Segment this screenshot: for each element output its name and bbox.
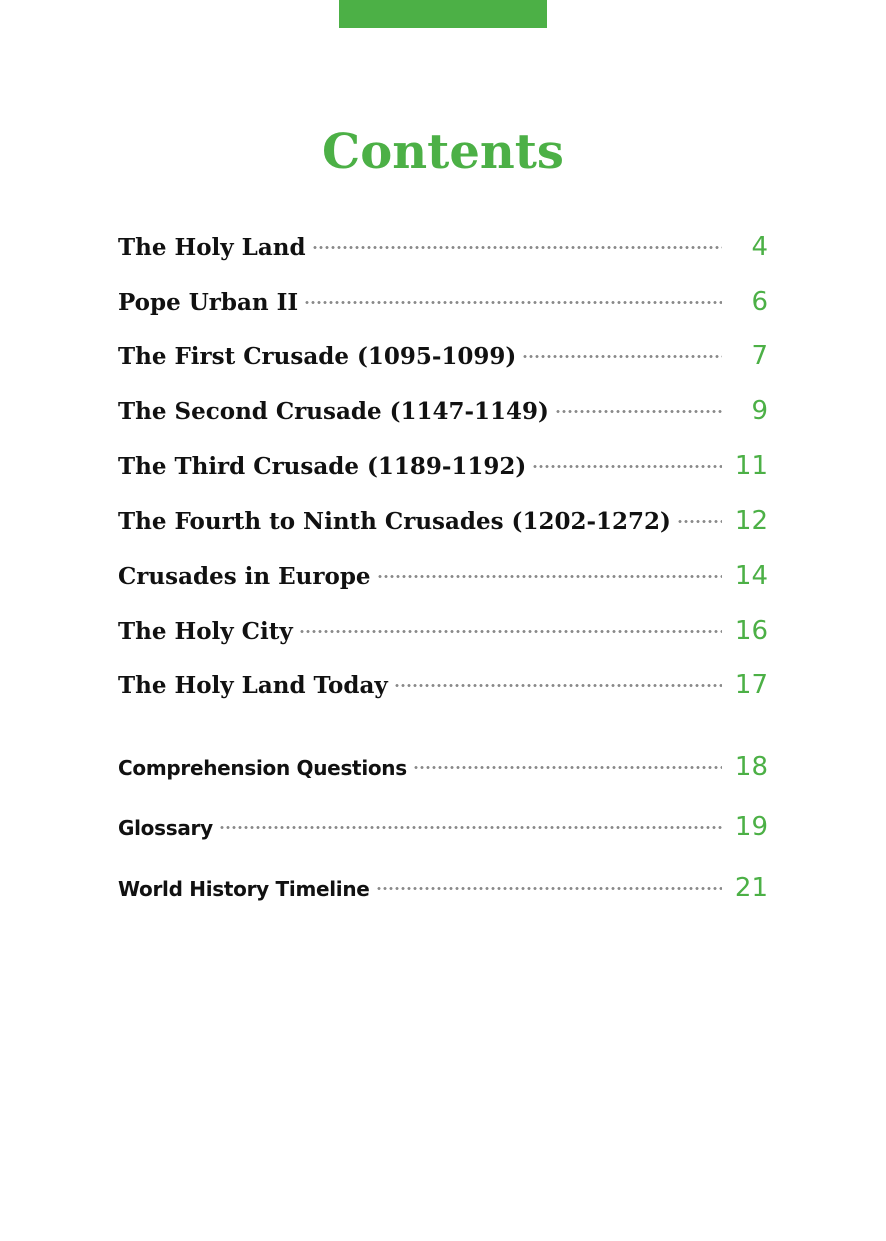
dot-leader (522, 355, 722, 358)
toc-entry-page: 17 (734, 670, 768, 700)
toc-entry-page: 9 (751, 396, 768, 426)
toc-entry[interactable] (118, 232, 768, 262)
dot-leader (376, 887, 722, 890)
dot-leader (677, 520, 722, 523)
toc-entry-title: Crusades in Europe (118, 563, 371, 590)
toc-entry[interactable] (118, 451, 768, 481)
toc-entry[interactable] (118, 561, 768, 591)
toc-entry[interactable] (118, 287, 768, 317)
toc-entry-title: The Third Crusade (1189-1192) (118, 453, 527, 480)
dot-leader (532, 465, 722, 468)
toc-entry-page: 11 (734, 451, 768, 481)
toc-entry-title: The Second Crusade (1147-1149) (118, 398, 549, 425)
toc-entry-page: 19 (734, 812, 768, 842)
toc-entry-page: 12 (734, 506, 768, 536)
toc-back-matter-entry[interactable] (118, 752, 768, 782)
page-title: Contents (322, 124, 564, 180)
toc-entry-page: 7 (751, 341, 768, 371)
toc-back-matter-entry[interactable] (118, 812, 768, 842)
dot-leader (304, 301, 722, 304)
top-accent-bar (339, 0, 547, 28)
dot-leader (377, 575, 722, 578)
toc-entry-title: Pope Urban II (118, 289, 299, 316)
toc-entry-page: 18 (734, 752, 768, 782)
toc-entry-page: 6 (751, 287, 768, 317)
toc-entry-title: The First Crusade (1095-1099) (118, 343, 517, 370)
toc-entry[interactable] (118, 396, 768, 426)
toc-entry-title: The Holy Land (118, 234, 306, 261)
dot-leader (312, 246, 722, 249)
toc-entry-title: The Fourth to Ninth Crusades (1202-1272) (118, 508, 671, 535)
toc-entry-page: 4 (751, 232, 768, 262)
toc-entry[interactable] (118, 506, 768, 536)
dot-leader (219, 826, 722, 829)
toc-entry-title: Comprehension Questions (118, 756, 407, 780)
toc-entry[interactable] (118, 341, 768, 371)
toc-entry[interactable] (118, 670, 768, 700)
toc-entry-title: Glossary (118, 816, 213, 840)
dot-leader (413, 766, 722, 769)
toc-entry-page: 16 (734, 616, 768, 646)
toc-back-matter-entry[interactable] (118, 873, 768, 903)
dot-leader (299, 630, 722, 633)
toc-entry-title: The Holy Land Today (118, 672, 388, 699)
toc-entry-page: 14 (734, 561, 768, 591)
toc-entry-title: The Holy City (118, 618, 293, 645)
dot-leader (555, 410, 722, 413)
toc-entry-page: 21 (734, 873, 768, 903)
toc-entry-title: World History Timeline (118, 877, 370, 901)
toc-entry[interactable] (118, 616, 768, 646)
dot-leader (394, 684, 722, 687)
